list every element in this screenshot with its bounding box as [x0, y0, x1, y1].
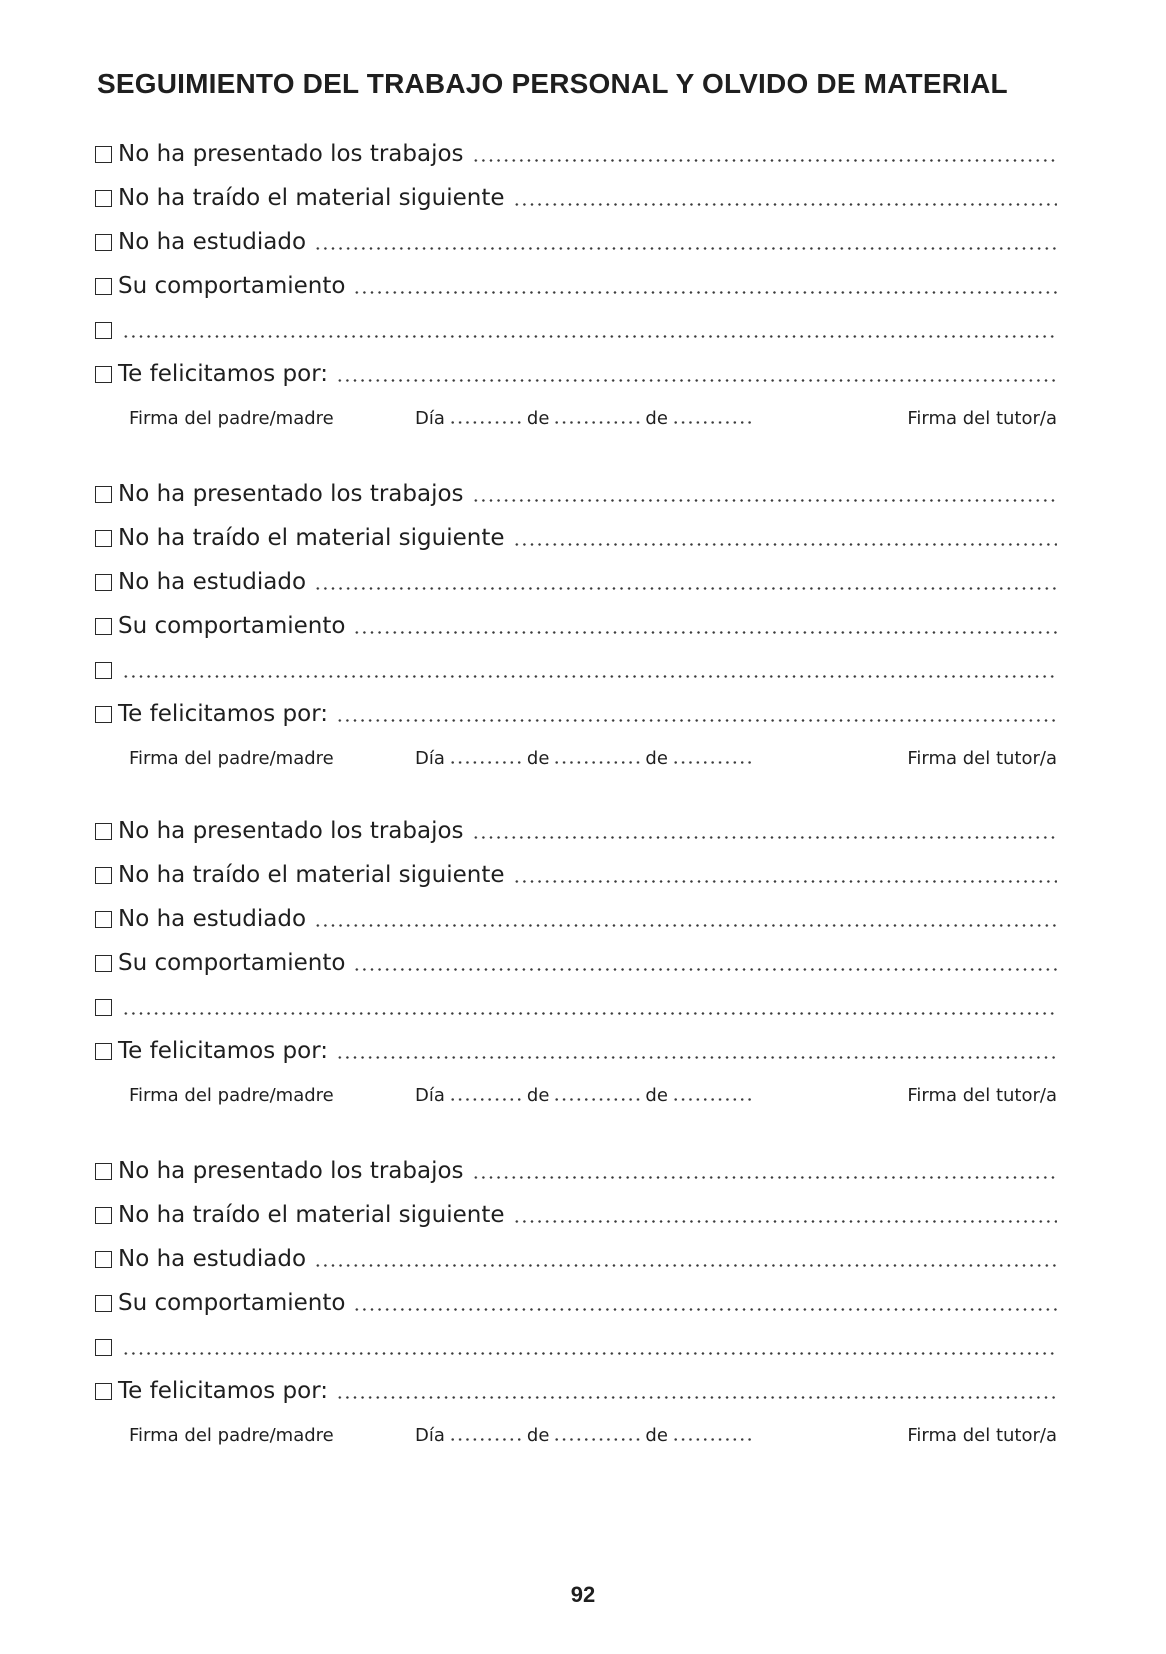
tutor-signature-label: Firma del tutor/a	[907, 748, 1057, 769]
checklist-row-comportamiento	[95, 604, 1057, 648]
checkbox[interactable]	[95, 234, 112, 251]
day-blank[interactable]	[449, 1098, 523, 1101]
row-label: No ha traído el material siguiente	[118, 1202, 505, 1228]
row-label: No ha traído el material siguiente	[118, 185, 505, 211]
tracking-block	[95, 132, 1057, 442]
signature-row	[95, 736, 1057, 782]
de-label: de	[645, 748, 668, 769]
date-field	[415, 408, 758, 429]
checkbox[interactable]	[95, 278, 112, 295]
checklist-row-no-material	[95, 176, 1057, 220]
checkbox[interactable]	[95, 618, 112, 635]
checklist-row-otro	[95, 308, 1057, 352]
fill-in-line[interactable]	[353, 1308, 1057, 1311]
tutor-signature-label: Firma del tutor/a	[907, 408, 1057, 429]
year-blank[interactable]	[672, 1438, 754, 1441]
fill-in-line[interactable]	[472, 1176, 1057, 1179]
checklist-row-felicitamos	[95, 1029, 1057, 1073]
year-blank[interactable]	[672, 421, 754, 424]
row-label: Su comportamiento	[118, 613, 346, 639]
row-label: Su comportamiento	[118, 950, 346, 976]
checkbox[interactable]	[95, 1251, 112, 1268]
de-label: de	[645, 408, 668, 429]
checkbox[interactable]	[95, 1295, 112, 1312]
checklist-row-no-material	[95, 853, 1057, 897]
month-blank[interactable]	[553, 1098, 641, 1101]
checkbox[interactable]	[95, 911, 112, 928]
row-label: No ha estudiado	[118, 229, 307, 255]
fill-in-line[interactable]	[513, 880, 1057, 883]
day-label: Día	[415, 748, 445, 769]
checklist-row-no-presentado	[95, 472, 1057, 516]
checkbox[interactable]	[95, 322, 112, 339]
tracking-block	[95, 1149, 1057, 1459]
checklist-row-no-estudiado	[95, 1237, 1057, 1281]
fill-in-line[interactable]	[513, 1220, 1057, 1223]
tutor-signature-label: Firma del tutor/a	[907, 1425, 1057, 1446]
row-label: No ha presentado los trabajos	[118, 1158, 464, 1184]
fill-in-line[interactable]	[472, 836, 1057, 839]
row-label: No ha presentado los trabajos	[118, 481, 464, 507]
date-field	[415, 748, 758, 769]
checklist-row-no-material	[95, 1193, 1057, 1237]
row-label: No ha estudiado	[118, 1246, 307, 1272]
parent-signature-label: Firma del padre/madre	[129, 748, 334, 769]
month-blank[interactable]	[553, 761, 641, 764]
checklist-row-comportamiento	[95, 941, 1057, 985]
row-label: Te felicitamos por:	[118, 1378, 329, 1404]
checkbox[interactable]	[95, 662, 112, 679]
row-label: No ha estudiado	[118, 906, 307, 932]
fill-in-line[interactable]	[122, 675, 1057, 678]
signature-row	[95, 396, 1057, 442]
checklist-row-felicitamos	[95, 692, 1057, 736]
checkbox[interactable]	[95, 146, 112, 163]
checkbox[interactable]	[95, 486, 112, 503]
fill-in-line[interactable]	[353, 291, 1057, 294]
row-label: Te felicitamos por:	[118, 701, 329, 727]
checklist-row-felicitamos	[95, 352, 1057, 396]
signature-row	[95, 1073, 1057, 1119]
fill-in-line[interactable]	[122, 1012, 1057, 1015]
fill-in-line[interactable]	[122, 335, 1057, 338]
checkbox[interactable]	[95, 823, 112, 840]
fill-in-line[interactable]	[336, 719, 1057, 722]
tracking-block	[95, 809, 1057, 1119]
checkbox[interactable]	[95, 706, 112, 723]
fill-in-line[interactable]	[472, 499, 1057, 502]
day-blank[interactable]	[449, 761, 523, 764]
fill-in-line[interactable]	[353, 968, 1057, 971]
de-label: de	[645, 1425, 668, 1446]
row-label: Su comportamiento	[118, 273, 346, 299]
page-number: 92	[570, 1582, 596, 1607]
checkbox[interactable]	[95, 1043, 112, 1060]
signature-row	[95, 1413, 1057, 1459]
checkbox[interactable]	[95, 190, 112, 207]
de-label: de	[526, 748, 550, 769]
checklist-row-otro	[95, 985, 1057, 1029]
fill-in-line[interactable]	[314, 247, 1057, 250]
day-blank[interactable]	[449, 1438, 523, 1441]
parent-signature-label: Firma del padre/madre	[129, 1085, 334, 1106]
checkbox[interactable]	[95, 1207, 112, 1224]
day-label: Día	[415, 408, 445, 429]
de-label: de	[526, 1425, 550, 1446]
fill-in-line[interactable]	[513, 203, 1057, 206]
checklist-row-no-presentado	[95, 809, 1057, 853]
checkbox[interactable]	[95, 530, 112, 547]
checklist-row-no-presentado	[95, 1149, 1057, 1193]
checklist-row-no-estudiado	[95, 560, 1057, 604]
parent-signature-label: Firma del padre/madre	[129, 408, 334, 429]
year-blank[interactable]	[672, 1098, 754, 1101]
de-label: de	[526, 1085, 550, 1106]
date-field	[415, 1085, 758, 1106]
fill-in-line[interactable]	[314, 924, 1057, 927]
checkbox[interactable]	[95, 574, 112, 591]
checklist-row-no-material	[95, 516, 1057, 560]
row-label: No ha presentado los trabajos	[118, 818, 464, 844]
day-blank[interactable]	[449, 421, 523, 424]
fill-in-line[interactable]	[314, 1264, 1057, 1267]
day-label: Día	[415, 1425, 445, 1446]
month-blank[interactable]	[553, 1438, 641, 1441]
page-title: SEGUIMIENTO DEL TRABAJO PERSONAL Y OLVIDO DE MATERIAL	[97, 68, 1008, 99]
checklist-row-no-presentado	[95, 132, 1057, 176]
row-label: No ha presentado los trabajos	[118, 141, 464, 167]
month-blank[interactable]	[553, 421, 641, 424]
checkbox[interactable]	[95, 366, 112, 383]
row-label: No ha estudiado	[118, 569, 307, 595]
checkbox[interactable]	[95, 999, 112, 1016]
row-label: No ha traído el material siguiente	[118, 862, 505, 888]
checklist-row-felicitamos	[95, 1369, 1057, 1413]
fill-in-line[interactable]	[122, 1352, 1057, 1355]
year-blank[interactable]	[672, 761, 754, 764]
fill-in-line[interactable]	[513, 543, 1057, 546]
row-label: No ha traído el material siguiente	[118, 525, 505, 551]
checkbox[interactable]	[95, 1163, 112, 1180]
checklist-row-otro	[95, 648, 1057, 692]
parent-signature-label: Firma del padre/madre	[129, 1425, 334, 1446]
row-label: Su comportamiento	[118, 1290, 346, 1316]
checklist-row-comportamiento	[95, 264, 1057, 308]
checkbox[interactable]	[95, 955, 112, 972]
de-label: de	[645, 1085, 668, 1106]
checkbox[interactable]	[95, 1383, 112, 1400]
fill-in-line[interactable]	[472, 159, 1057, 162]
tutor-signature-label: Firma del tutor/a	[907, 1085, 1057, 1106]
fill-in-line[interactable]	[353, 631, 1057, 634]
fill-in-line[interactable]	[336, 1396, 1057, 1399]
checklist-row-no-estudiado	[95, 220, 1057, 264]
checkbox[interactable]	[95, 867, 112, 884]
day-label: Día	[415, 1085, 445, 1106]
checklist-row-otro	[95, 1325, 1057, 1369]
de-label: de	[526, 408, 550, 429]
tracking-block	[95, 472, 1057, 782]
checkbox[interactable]	[95, 1339, 112, 1356]
fill-in-line[interactable]	[336, 379, 1057, 382]
fill-in-line[interactable]	[314, 587, 1057, 590]
fill-in-line[interactable]	[336, 1056, 1057, 1059]
row-label: Te felicitamos por:	[118, 1038, 329, 1064]
checklist-row-comportamiento	[95, 1281, 1057, 1325]
row-label: Te felicitamos por:	[118, 361, 329, 387]
checklist-row-no-estudiado	[95, 897, 1057, 941]
date-field	[415, 1425, 758, 1446]
